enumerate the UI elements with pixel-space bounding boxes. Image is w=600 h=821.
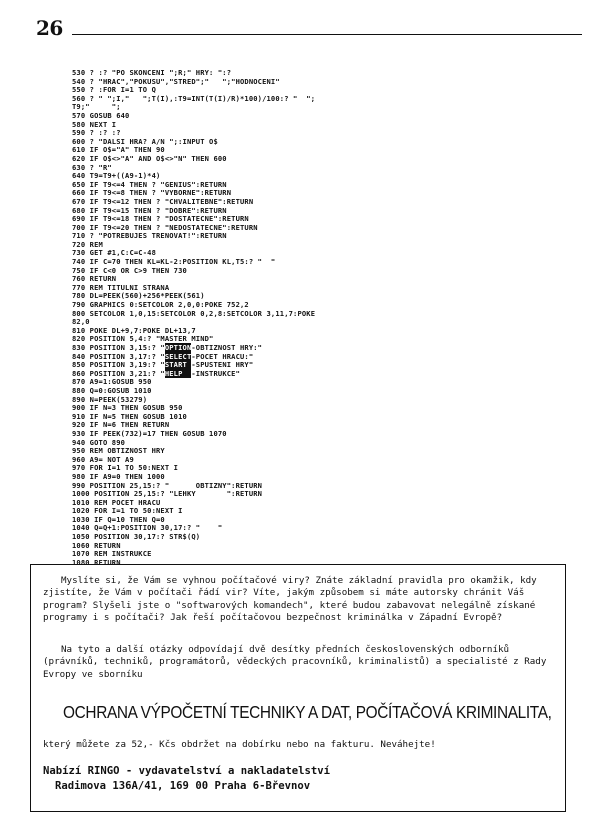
listing-line: 750 IF C<0 OR C>9 THEN 730 (72, 265, 187, 275)
listing-line: 600 ? "DALSI HRA? A/N ";:INPUT O$ (72, 136, 218, 146)
listing-line: T9;" "; (72, 102, 121, 112)
listing-line: 840 POSITION 3,17:? "SELECT-POCET HRACU:" (72, 351, 254, 361)
listing-line: 560 ? " ";I," ";T(I),:T9=INT(T(I)/R)*100)/100:? " "; (72, 93, 316, 103)
listing-line: 960 A9= NOT A9 (72, 454, 134, 464)
listing-line: 970 FOR I=1 TO 50:NEXT I (72, 463, 179, 473)
inverse-video-label: HELP (164, 368, 192, 378)
ad-address: Radimova 136A/41, 169 00 Praha 6-Břevnov (55, 780, 311, 792)
listing-line: 690 IF T9<=18 THEN ? "DOSTATECNE":RETURN (72, 214, 249, 224)
listing-line: 790 GRAPHICS 0:SETCOLOR 2,0,0:POKE 752,2 (72, 300, 249, 310)
listing-line: 950 REM OBTIZNOST HRY (72, 446, 165, 456)
ad-publisher: Nabízí RINGO - vydavatelství a nakladatelství (43, 765, 331, 777)
inverse-video-label: OPTION (164, 343, 192, 352)
listing-line: 730 GET #1,C:C=C-48 (72, 248, 156, 258)
listing-line: 580 NEXT I (72, 119, 117, 129)
listing-line: 900 IF N=3 THEN GOSUB 950 (72, 403, 183, 413)
listing-line: 920 IF N=6 THEN RETURN (72, 420, 170, 430)
listing-line: 82,0 (72, 317, 90, 327)
listing-line: 650 IF T9<=4 THEN ? "GENIUS":RETURN (72, 179, 227, 189)
listing-line: 830 POSITION 3,15:? "OPTION-OBTIZNOST HRY:" (72, 343, 263, 352)
listing-line: 1000 POSITION 25,15:? "LEHKY ":RETURN (72, 489, 263, 499)
listing-line: 990 POSITION 25,15:? " OBTIZNY":RETURN (72, 480, 263, 490)
listing-line: 540 ? "HRAC","POKUSU","STRED";" ";"HODNOCENI" (72, 76, 280, 86)
listing-line: 700 IF T9<=20 THEN ? "NEDOSTATECNE":RETURN (72, 222, 258, 232)
advertisement-box (30, 564, 566, 812)
listing-line: 680 IF T9<=15 THEN ? "DOBRE":RETURN (72, 205, 227, 215)
listing-line: 1070 REM INSTRUKCE (72, 549, 152, 559)
listing-line: 910 IF N=5 THEN GOSUB 1010 (72, 411, 187, 421)
listing-line: 570 GOSUB 640 (72, 110, 130, 120)
header-rule (72, 34, 582, 35)
listing-line: 890 N=PEEK(53279) (72, 394, 148, 404)
listing-line: 660 IF T9<=8 THEN ? "VYBORNE":RETURN (72, 188, 232, 198)
listing-line: 610 IF O$="A" THEN 90 (72, 145, 165, 155)
listing-line: 630 ? "R" (72, 162, 112, 172)
listing-line: 1060 RETURN (72, 540, 121, 550)
listing-line: 810 POKE DL+9,7:POKE DL+13,7 (72, 325, 196, 335)
ad-price-note: který můžete za 52,- Kčs obdržet na dobírku nebo na fakturu. Neváhejte! (43, 739, 436, 750)
listing-line: 980 IF A9=0 THEN 1000 (72, 471, 165, 481)
program-listing (72, 69, 572, 567)
listing-line: 1040 Q=Q+1:POSITION 30,17:? " " (72, 523, 223, 533)
listing-line: 860 POSITION 3,21:? "HELP -INSTRUKCE" (72, 368, 241, 378)
listing-line: 620 IF O$<>"A" AND O$<>"N" THEN 600 (72, 153, 227, 163)
listing-line: 780 DL=PEEK(560)+256*PEEK(561) (72, 291, 205, 301)
ad-paragraph-experts: Na tyto a další otázky odpovídají dvě desítky předních československých odborníků (právníků, techniků, programátorů, vědeckých pracovníků, kriminalistů) a specialisté z Rady Evropy ve sborníku (43, 644, 547, 680)
listing-line: 1010 REM POCET HRACU (72, 497, 161, 507)
inverse-video-label: START (164, 360, 192, 370)
listing-line: 820 POSITION 5,4:? "MASTER MIND" (72, 334, 214, 344)
listing-line: 670 IF T9<=12 THEN ? "CHVALITEBNE":RETURN (72, 196, 254, 206)
listing-line: 1050 POSITION 30,17:? STR$(Q) (72, 532, 201, 542)
listing-line: 880 Q=0:GOSUB 1010 (72, 385, 152, 395)
listing-line: 940 GOTO 890 (72, 437, 126, 447)
listing-line: 640 T9=T9+((A9-1)*4) (72, 171, 161, 181)
listing-line: 870 A9=1:GOSUB 950 (72, 377, 152, 387)
listing-line: 800 SETCOLOR 1,0,15:SETCOLOR 0,2,8:SETCOLOR 3,11,7:POKE (72, 308, 316, 318)
page-number: 26 (36, 16, 63, 40)
listing-line: 720 REM (72, 239, 103, 249)
listing-line: 530 ? :? "PO SKONCENI ";R;" HRY: ":? (72, 68, 232, 77)
listing-line: 740 IF C=70 THEN KL=KL-2:POSITION KL,T5:? " " (72, 257, 276, 267)
ad-book-title: OCHRANA VÝPOČETNÍ TECHNIKY A DAT, POČÍTAČOVÁ KRIMINALITA, (63, 702, 552, 722)
listing-line: 1080 RETURN (72, 557, 121, 567)
listing-line: 1020 FOR I=1 TO 50:NEXT I (72, 506, 183, 516)
inverse-video-label: SELECT (164, 351, 192, 361)
listing-line: 550 ? :FOR I=1 TO Q (72, 85, 156, 95)
listing-line: 850 POSITION 3,19:? "START -SPUSTENI HRY" (72, 360, 254, 370)
listing-line: 710 ? "POTREBUJES TRENOVAT!":RETURN (72, 231, 227, 241)
listing-line: 590 ? :? :? (72, 128, 121, 138)
listing-line: 930 IF PEEK(732)=17 THEN GOSUB 1070 (72, 428, 227, 438)
listing-line: 770 REM TITULNI STRANA (72, 282, 170, 292)
listing-line: 1030 IF Q=10 THEN Q=0 (72, 514, 165, 524)
ad-paragraph-questions: Myslíte si, že Vám se vyhnou počítačové viry? Znáte základní pravidla pro okamžik, kdy zjistíte, že Vám v počítači řádí vir? Víte, jakým způsobem si máte autorsky chránit Váš program? Slyšeli jste o "softwarových komandech", které budou zabavovat nelegálně získané programy i s počítači? Jak řeší počítačovou bezpečnost kriminálka v Západní Evropě? (43, 575, 537, 624)
listing-line: 760 RETURN (72, 274, 117, 284)
